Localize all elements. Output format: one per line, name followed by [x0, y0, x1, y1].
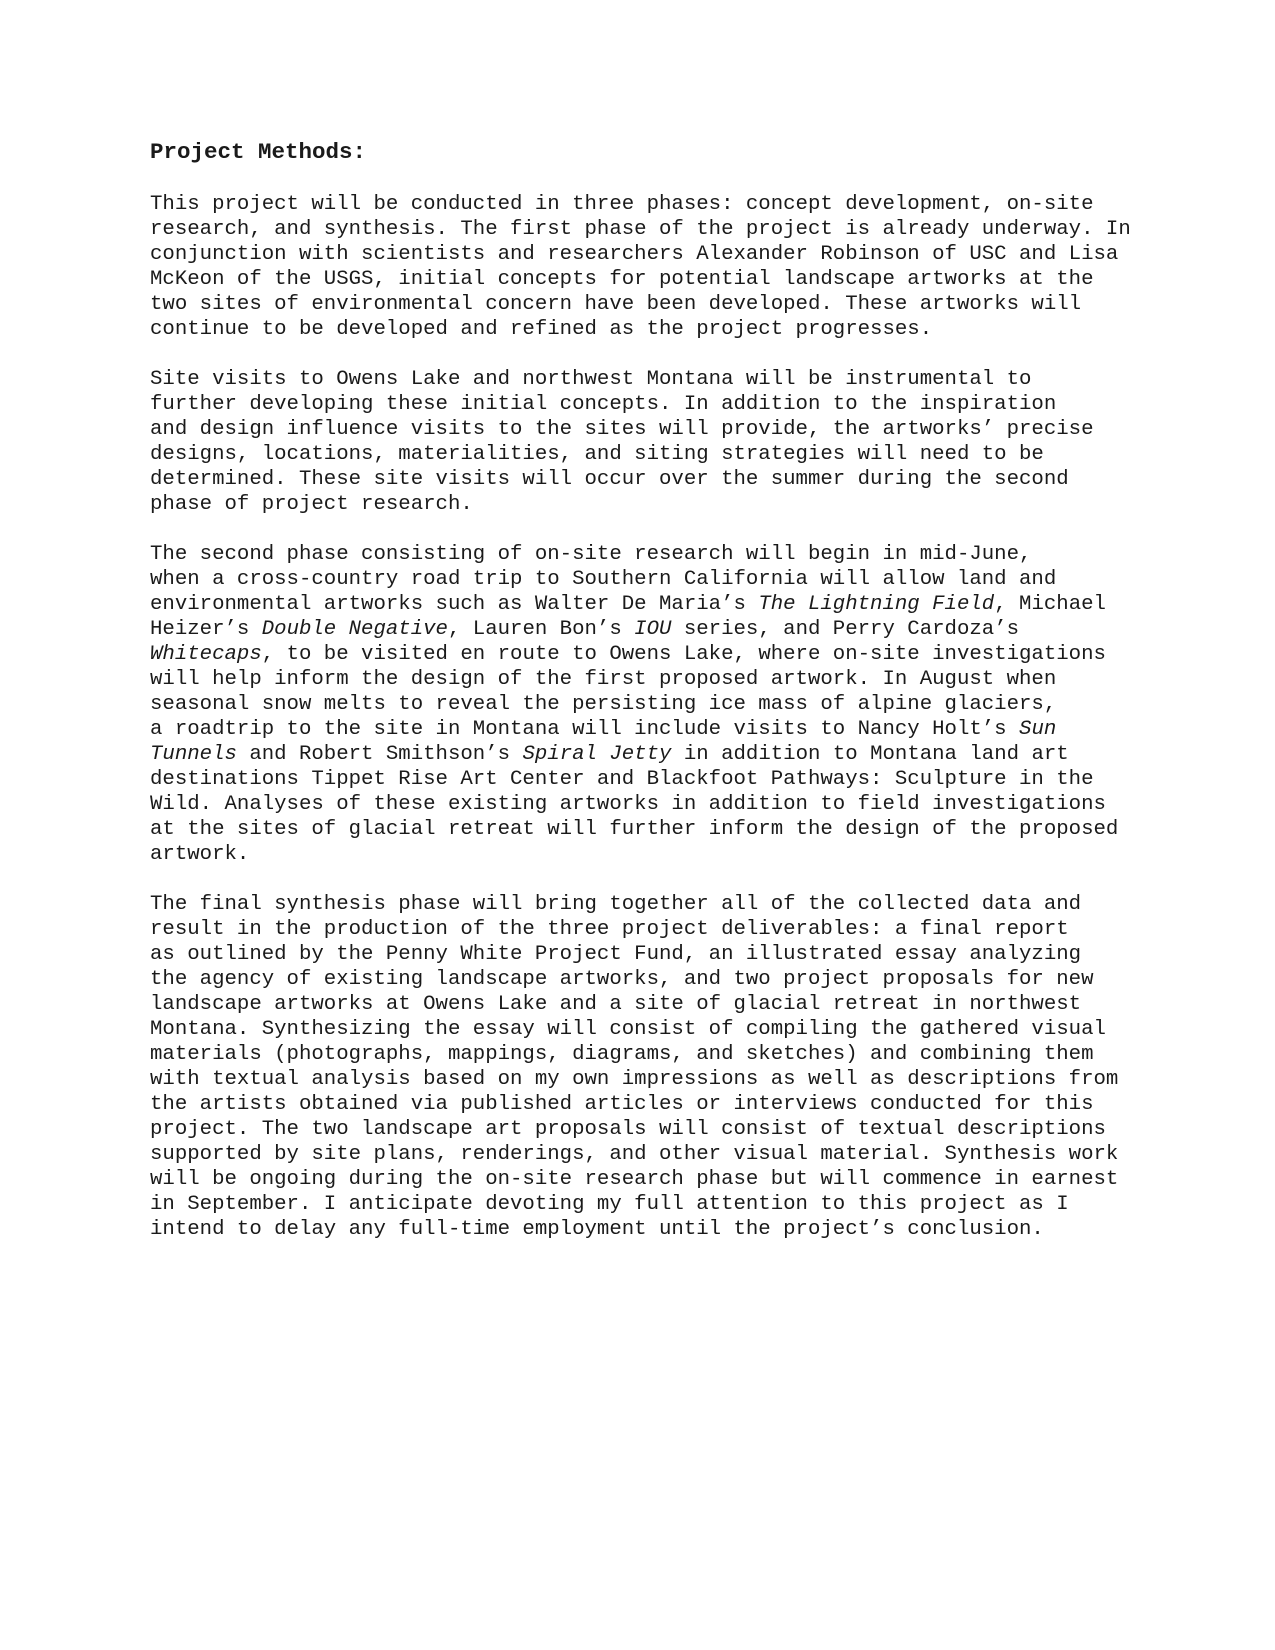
text-line [150, 567, 1150, 592]
text-run: continue to be developed and refined as the project progresses. [150, 318, 933, 341]
text-run: will be ongoing during the on-site research phase but will commence in earnest [150, 1168, 1119, 1191]
text-run: in September. I anticipate devoting my full attention to this project as I [150, 1193, 1069, 1216]
text-line [150, 492, 1150, 517]
text-run: determined. These site visits will occur over the summer during the second [150, 468, 1069, 491]
text-run: This project will be conducted in three phases: concept development, on-site [150, 193, 1094, 216]
text-run: phase of project research. [150, 493, 473, 516]
text-run: Site visits to Owens Lake and northwest Montana will be instrumental to [150, 368, 1032, 391]
text-line [150, 542, 1150, 567]
text-run: with textual analysis based on my own impressions as well as descriptions from [150, 1068, 1119, 1091]
text-run: a roadtrip to the site in Montana will include visits to Nancy Holt’s [150, 718, 1020, 741]
text-line [150, 1142, 1150, 1167]
text-line [150, 242, 1150, 267]
text-run: result in the production of the three project deliverables: a final report [150, 918, 1069, 941]
text-line [150, 367, 1150, 392]
text-run: Heizer’s [150, 618, 262, 641]
text-run: supported by site plans, renderings, and other visual material. Synthesis work [150, 1143, 1119, 1166]
text-line [150, 1117, 1150, 1142]
document-body [150, 192, 1150, 1242]
body-paragraph [150, 367, 1150, 517]
text-run: at the sites of glacial retreat will further inform the design of the proposed [150, 818, 1119, 841]
text-line [150, 967, 1150, 992]
text-run: in addition to Montana land art [671, 743, 1069, 766]
document-page [150, 138, 1150, 1267]
text-run: landscape artworks at Owens Lake and a site of glacial retreat in northwest [150, 993, 1082, 1016]
text-run: , Lauren Bon’s [447, 618, 635, 641]
text-run: materials (photographs, mappings, diagrams, and sketches) and combining them [150, 1043, 1094, 1066]
text-run: conjunction with scientists and researchers Alexander Robinson of USC and Lisa [150, 243, 1119, 266]
text-line [150, 717, 1150, 742]
text-run: intend to delay any full-time employment until the project’s conclusion. [150, 1218, 1044, 1241]
italic-title: IOU [634, 618, 672, 641]
text-line [150, 317, 1150, 342]
text-line [150, 217, 1150, 242]
text-line [150, 642, 1150, 667]
text-line [150, 842, 1150, 867]
text-run: , to be visited en route to Owens Lake, where on-site investigations [261, 643, 1106, 666]
body-paragraph [150, 542, 1150, 867]
text-run: two sites of environmental concern have been developed. These artworks will [150, 293, 1082, 316]
text-line [150, 1017, 1150, 1042]
text-run: destinations Tippet Rise Art Center and Blackfoot Pathways: Sculpture in the [150, 768, 1094, 791]
text-run: environmental artworks such as Walter De Maria’s [150, 593, 759, 616]
text-run: when a cross-country road trip to Southern California will allow land and [150, 568, 1057, 591]
text-line [150, 467, 1150, 492]
text-line [150, 617, 1150, 642]
text-run: project. The two landscape art proposals will consist of textual descriptions [150, 1118, 1106, 1141]
italic-title: Whitecaps [150, 643, 262, 666]
text-line [150, 667, 1150, 692]
text-line [150, 792, 1150, 817]
text-run: artwork. [150, 843, 250, 866]
text-line [150, 767, 1150, 792]
text-run: McKeon of the USGS, initial concepts for potential landscape artworks at the [150, 268, 1094, 291]
text-line [150, 592, 1150, 617]
text-line [150, 1167, 1150, 1192]
text-line [150, 692, 1150, 717]
text-line [150, 1217, 1150, 1242]
text-run: will help inform the design of the first proposed artwork. In August when [150, 668, 1057, 691]
body-paragraph [150, 892, 1150, 1242]
text-run: the artists obtained via published articles or interviews conducted for this [150, 1093, 1094, 1116]
text-run: further developing these initial concepts. In addition to the inspiration [150, 393, 1057, 416]
text-run: the agency of existing landscape artworks, and two project proposals for new [150, 968, 1094, 991]
italic-title: Spiral Jetty [522, 743, 672, 766]
text-line [150, 442, 1150, 467]
text-run: seasonal snow melts to reveal the persisting ice mass of alpine glaciers, [150, 693, 1057, 716]
italic-title: Tunnels [150, 743, 237, 766]
text-run: The second phase consisting of on-site research will begin in mid-June, [150, 543, 1032, 566]
text-run: Montana. Synthesizing the essay will consist of compiling the gathered visual [150, 1018, 1106, 1041]
text-run: Wild. Analyses of these existing artworks in addition to field investigations [150, 793, 1106, 816]
italic-title: The Lightning Field [758, 593, 995, 616]
section-heading: Project Methods: [150, 139, 367, 165]
text-line [150, 1042, 1150, 1067]
text-line [150, 917, 1150, 942]
text-line [150, 192, 1150, 217]
italic-title: Sun [1019, 718, 1057, 741]
text-run: designs, locations, materialities, and siting strategies will need to be [150, 443, 1044, 466]
text-line [150, 417, 1150, 442]
text-line [150, 267, 1150, 292]
text-line [150, 1067, 1150, 1092]
text-line [150, 292, 1150, 317]
text-line [150, 942, 1150, 967]
italic-title: Double Negative [261, 618, 448, 641]
text-line [150, 817, 1150, 842]
text-run: as outlined by the Penny White Project Fund, an illustrated essay analyzing [150, 943, 1082, 966]
text-line [150, 392, 1150, 417]
text-line [150, 1092, 1150, 1117]
text-run: , Michael [994, 593, 1106, 616]
text-run: The final synthesis phase will bring together all of the collected data and [150, 893, 1082, 916]
text-line [150, 892, 1150, 917]
text-run: research, and synthesis. The first phase of the project is already underway. In [150, 218, 1131, 241]
text-run: series, and Perry Cardoza’s [671, 618, 1020, 641]
body-paragraph [150, 192, 1150, 342]
text-line [150, 1192, 1150, 1217]
text-line [150, 992, 1150, 1017]
text-line [150, 742, 1150, 767]
text-run: and design influence visits to the sites will provide, the artworks’ precise [150, 418, 1094, 441]
text-run: and Robert Smithson’s [236, 743, 523, 766]
